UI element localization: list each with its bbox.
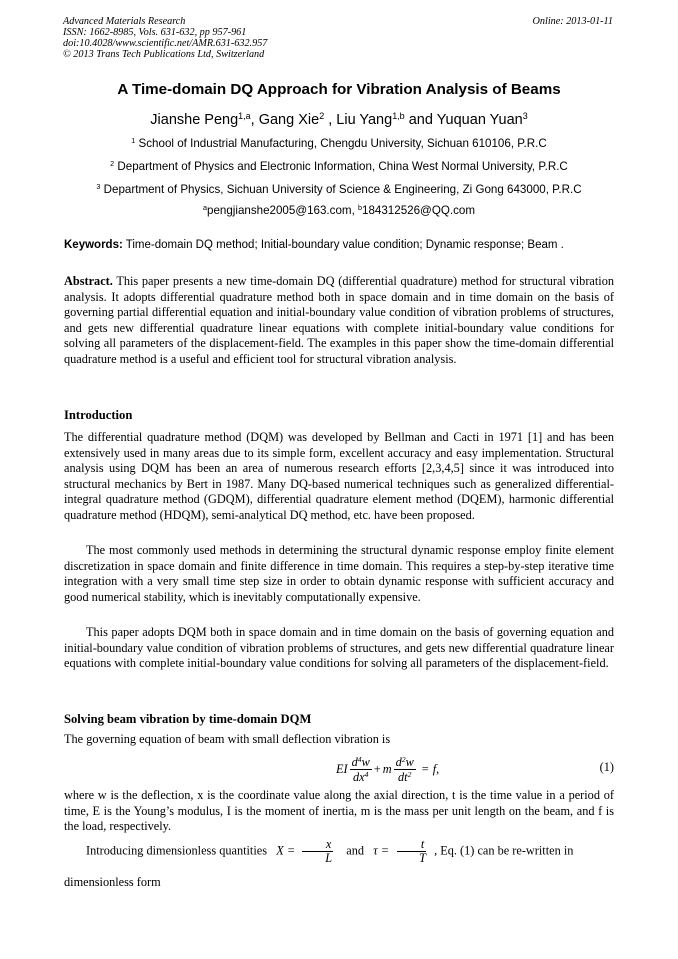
keywords-text: Time-domain DQ method; Initial-boundary value condition; Dynamic response; Beam . (122, 239, 564, 251)
doi-line: doi:10.4028/www.scientific.net/AMR.631-632.957 (63, 38, 268, 49)
fraction-d4w-dx4: $\frac{d^4w}{dx^4}$ (351, 754, 370, 784)
dimensionless-form-line: dimensionless form (64, 875, 161, 889)
equation-1 (64, 750, 614, 790)
author-list: Jianshe Peng$^{1,a}$, Gang Xie$^2$ , Liu Yang$^{1,b}$ and Yuquan Yuan$^3$ (150, 111, 528, 128)
intro-paragraph-3: This paper adopts DQM both in space domain and in time domain on the basis of governing equation and initial-boundary value condition of vibration problems of structures, and gets new differential quadrature linear equations with complete initial-boundary value conditions for solving all parameters of the displacement-field. (64, 625, 614, 671)
author-name: Liu Yang (336, 112, 393, 128)
dimensionless-intro: Introducing dimensionless quantities X = $\frac{x}{L}$ and τ = $\frac{t}{T}$ , Eq. (1) can be re-written in (86, 837, 574, 865)
governing-equation-lead: The governing equation of beam with small deflection vibration is (64, 732, 391, 746)
journal-name: Advanced Materials Research (63, 16, 186, 27)
online-date: Online: 2013-01-11 (532, 16, 613, 27)
affiliation-1: $^1$ School of Industrial Manufacturing, Chengdu University, Sichuan 610106, P.R.C (131, 136, 547, 150)
section-heading-introduction: Introduction (64, 408, 133, 422)
journal-header (63, 16, 267, 60)
affiliation-3: $^3$ Department of Physics, Sichuan University of Science & Engineering, Zi Gong 643000, P.R.C (96, 182, 582, 196)
intro-paragraph-1: The differential quadrature method (DQM) was developed by Bellman and Cacti in 1971 [1] and has been extensively used in many areas due to its simple form, excellent accuracy and easy implementation. Structural analysis using DQM has been an area of numerous research efforts [2,3,4,5] since it was introduced into structural mechanics by Bert in 1987. Many DQ-based numerical techniques such as generalized differential-integral quadrature method (GDQM), differential quadrature element method (DQEM), harmonic differential quadrature method (HDQM), semi-analytical DQ method, etc. have been proposed. (64, 430, 614, 522)
copyright-line: © 2013 Trans Tech Publications Ltd, Switzerland (63, 49, 265, 60)
email-b[interactable]: 184312526@QQ.com (362, 204, 475, 217)
abstract-text: This paper presents a new time-domain DQ (differential quadrature) method for structural vibration analysis. It adopts differential quadrature method both in space domain and in time domain on the basis of governing partial differential equation and initial-boundary value condition of vibration problems of structures, and gets new differential quadrature linear equations with complete initial-boundary value conditions for solving all parameters of the displacement-field. The examples in this paper show the time-domain differential quadrature method is a useful and efficient tool for structural vibration analysis. (64, 274, 614, 366)
author-sup: 3 (522, 111, 528, 122)
fraction-d2w-dt2: $\frac{d^2w}{dt^2}$ (395, 754, 414, 784)
affiliation-2: $^2$ Department of Physics and Electronic Information, China West Normal University, P.R.C (110, 159, 568, 173)
keywords-label: Keywords: (64, 239, 123, 251)
abstract (64, 274, 614, 368)
equation-number: (1) (599, 760, 614, 774)
abstract-label: Abstract. (64, 274, 113, 288)
issn-line: ISSN: 1662-8985, Vols. 631-632, pp 957-961 (63, 27, 247, 38)
email-line: $^a$pengjianshe2005@163.com, $^b$184312526@QQ.com (203, 203, 475, 217)
author-name: Jianshe Peng (150, 112, 239, 128)
author-name: Gang Xie (258, 112, 320, 128)
variable-definitions: where w is the deflection, x is the coordinate value along the axial direction, t is the time value in a period of time, E is the Young’s modulus, I is the moment of inertia, m is the mass per unit length on the beam, and f is the load, respectively. (64, 788, 614, 834)
author-sup: 1,a (238, 111, 251, 122)
author-sup: 2 (319, 111, 325, 122)
fraction-t-over-T: $\frac{t}{T}$ (395, 838, 428, 865)
equation-body: EI $\frac{d^4w}{dx^4}$ + m $\frac{d^2w}{dt^2}$ = f , (336, 754, 440, 784)
section-heading-beam-vibration: Solving beam vibration by time-domain DQM (64, 712, 312, 726)
author-sup: 1,b (392, 111, 405, 122)
keywords (64, 239, 564, 251)
intro-paragraph-2: The most commonly used methods in determining the structural dynamic response employ finite element discretization in space domain and finite difference in time domain. This requires a step-by-step iterative time integration with a very small time step size in order to obtain dynamic response with sufficient accuracy and good numerical stability, which is inevitably computationally expensive. (64, 543, 614, 604)
email-a[interactable]: pengjianshe2005@163.com (207, 204, 352, 217)
author-name: Yuquan Yuan (436, 112, 523, 128)
fraction-x-over-L: $\frac{x}{L}$ (301, 838, 334, 865)
paper-title: A Time-domain DQ Approach for Vibration Analysis of Beams (117, 81, 561, 98)
